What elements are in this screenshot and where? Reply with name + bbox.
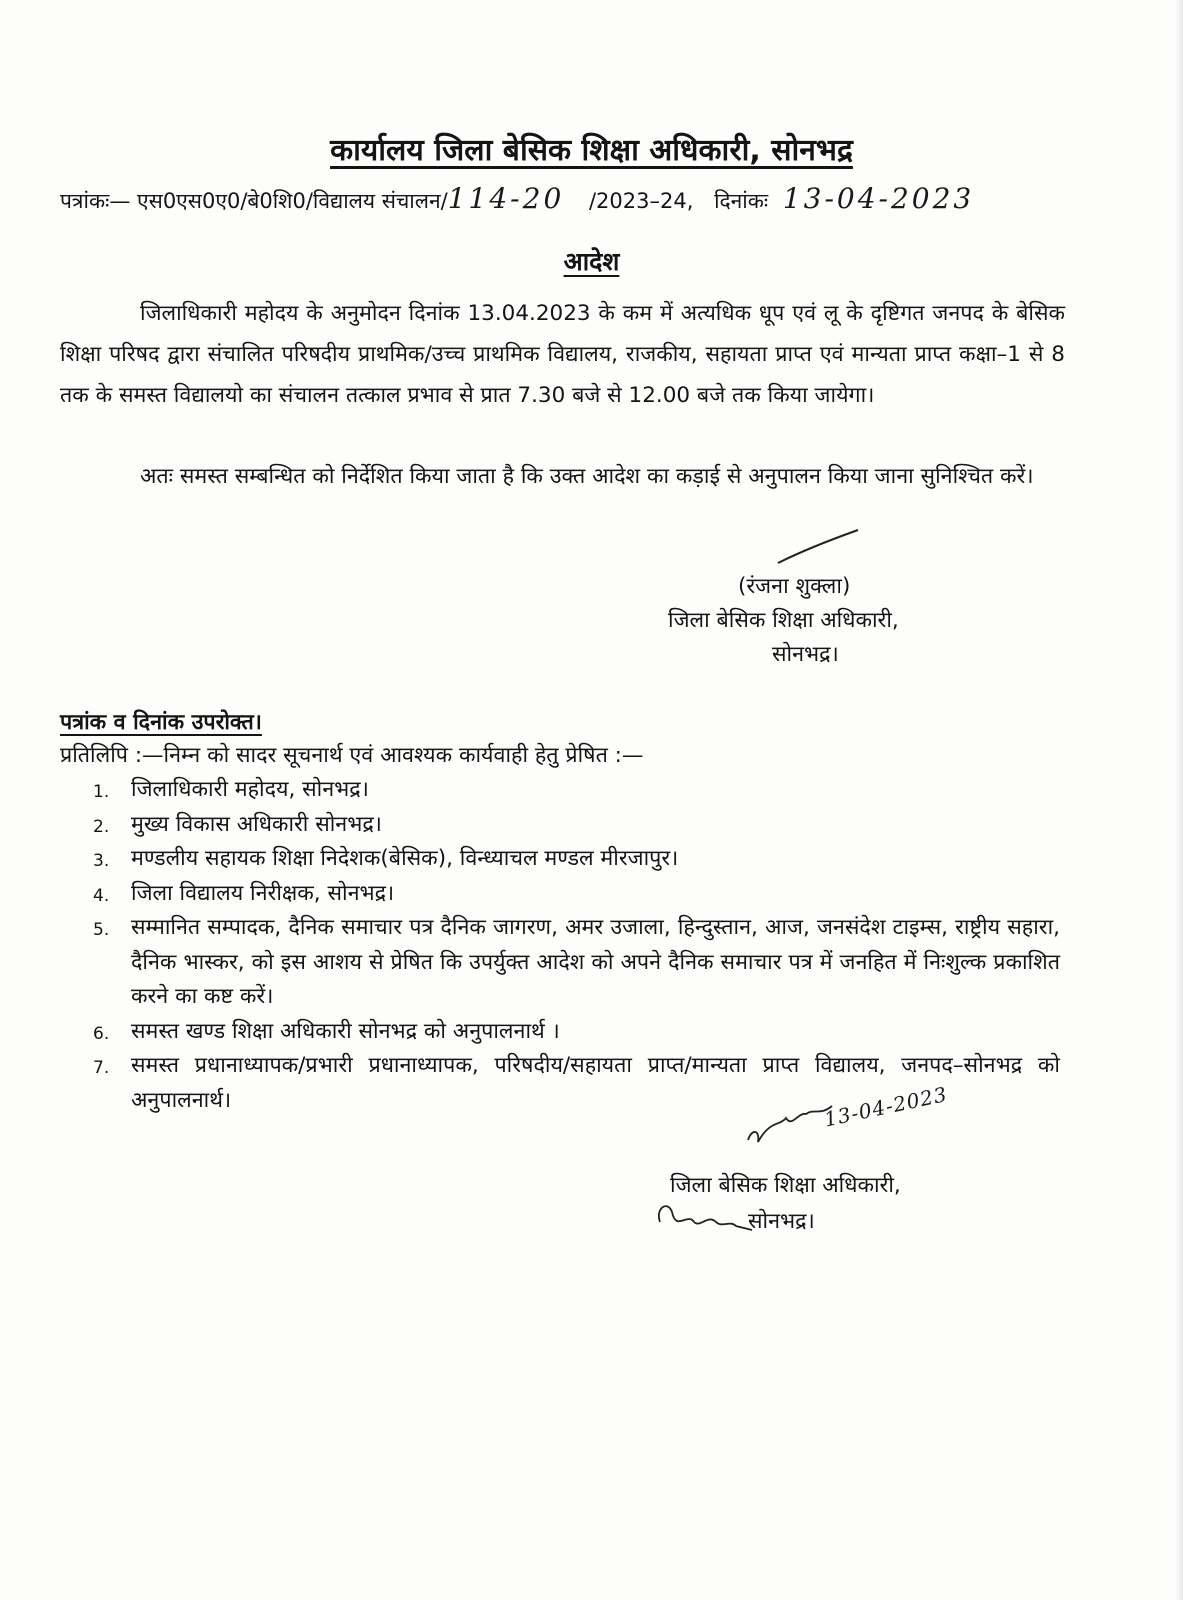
list-item-number: 6. (93, 1023, 110, 1044)
bottom-signature-scribble (659, 1206, 752, 1230)
list-item-number: 5. (93, 920, 110, 940)
officer-designation: जिला बेसिक शिक्षा अधिकारी, (668, 608, 899, 633)
list-item (85, 842, 1060, 877)
order-heading: आदेश (563, 247, 620, 276)
ref-year: /2023–24, (588, 189, 694, 213)
list-item-number: 1. (93, 782, 110, 802)
signature-stroke (778, 530, 858, 563)
list-item (85, 911, 1060, 1015)
list-item-text: समस्त खण्ड शिक्षा अधिकारी सोनभद्र को अनुपालनार्थ । (131, 1018, 560, 1044)
ref-number-handwritten: 114-20 (447, 182, 565, 215)
list-item (85, 773, 1060, 808)
list-item-text: मुख्य विकास अधिकारी सोनभद्र। (131, 811, 382, 837)
list-item-text: जिला विद्यालय निरीक्षक, सोनभद्र। (131, 880, 395, 906)
list-item-text: समस्त प्रधानाध्यापक/प्रभारी प्रधानाध्यापक, परिषदीय/सहायता प्राप्त/मान्यता प्राप्त विद्यालय, जनपद–सोनभद्र को अनुपालनार्थ। (131, 1053, 1060, 1113)
bottom-place: सोनभद्र। (748, 1209, 815, 1234)
list-item-number: 7. (93, 1058, 110, 1078)
copy-intro: प्रतिलिपि :—निम्न को सादर सूचनार्थ एवं आवश्यक कार्यवाही हेतु प्रेषित :— (60, 743, 644, 768)
office-title: कार्यालय जिला बेसिक शिक्षा अधिकारी, सोनभद्र (330, 133, 853, 168)
list-item-text: जिलाधिकारी महोदय, सोनभद्र। (131, 777, 369, 802)
date-label: दिनांकः (714, 189, 769, 213)
order-paragraph-2: अतः समस्त सम्बन्धित को निर्देशित किया जाता है कि उक्त आदेश का कड़ाई से अनुपालन किया जाना सुनिश्चित करें। (140, 464, 1034, 489)
list-item-number: 4. (93, 885, 110, 906)
list-item (85, 808, 1060, 843)
handwritten-sign-date: 13-04-2023 (822, 1081, 950, 1132)
order-paragraph-1: जिलाधिकारी महोदय के अनुमोदन दिनांक 13.04.2023 के कम में अत्यधिक धूप एवं लू के दृष्टिगत जनपद के बेसिक शिक्षा परिषद द्वारा संचालित परिषदीय प्राथमिक/उच्च प्राथमिक विद्यालय, राजकीय, सहायता प्राप्त एवं मान्यता प्राप्त कक्षा–1 से 8 तक के समस्त विद्यालयो का संचालन तत्काल प्रभाव से प्रात 7.30 बजे से 12.00 बजे तक किया जायेगा। (60, 301, 1065, 408)
ref-prefix: पत्रांकः— एस0एस0ए0/बे0शि0/विद्यालय संचालन/ (60, 189, 448, 213)
list-item-number: 2. (93, 816, 110, 837)
list-item-number: 3. (93, 851, 110, 871)
officer-place: सोनभद्र। (772, 642, 839, 667)
list-item-text: मण्डलीय सहायक शिक्षा निदेशक(बेसिक), विन्ध्याचल मण्डल मीरजापुर। (131, 846, 679, 871)
officer-name: (रंजना शुक्ला) (738, 574, 851, 599)
copy-heading: पत्रांक व दिनांक उपरोक्त। (60, 710, 262, 735)
copy-recipient-list (85, 773, 1060, 1118)
bottom-designation: जिला बेसिक शिक्षा अधिकारी, (670, 1173, 901, 1198)
list-item-text: सम्मानित सम्पादक, दैनिक समाचार पत्र दैनिक जागरण, अमर उजाला, हिन्दुस्तान, आज, जनसंदेश टाइम्स, राष्ट्रीय सहारा, दैनिक भास्कर, को इस आशय से प्रेषित कि उपर्युक्त आदेश को अपने दैनिक समाचार पत्र में जनहित में निःशुल्क प्रकाशित करने का कष्ट करें। (131, 915, 1060, 1009)
date-handwritten: 13-04-2023 (782, 182, 975, 215)
list-item (85, 1015, 1060, 1050)
list-item (85, 877, 1060, 912)
